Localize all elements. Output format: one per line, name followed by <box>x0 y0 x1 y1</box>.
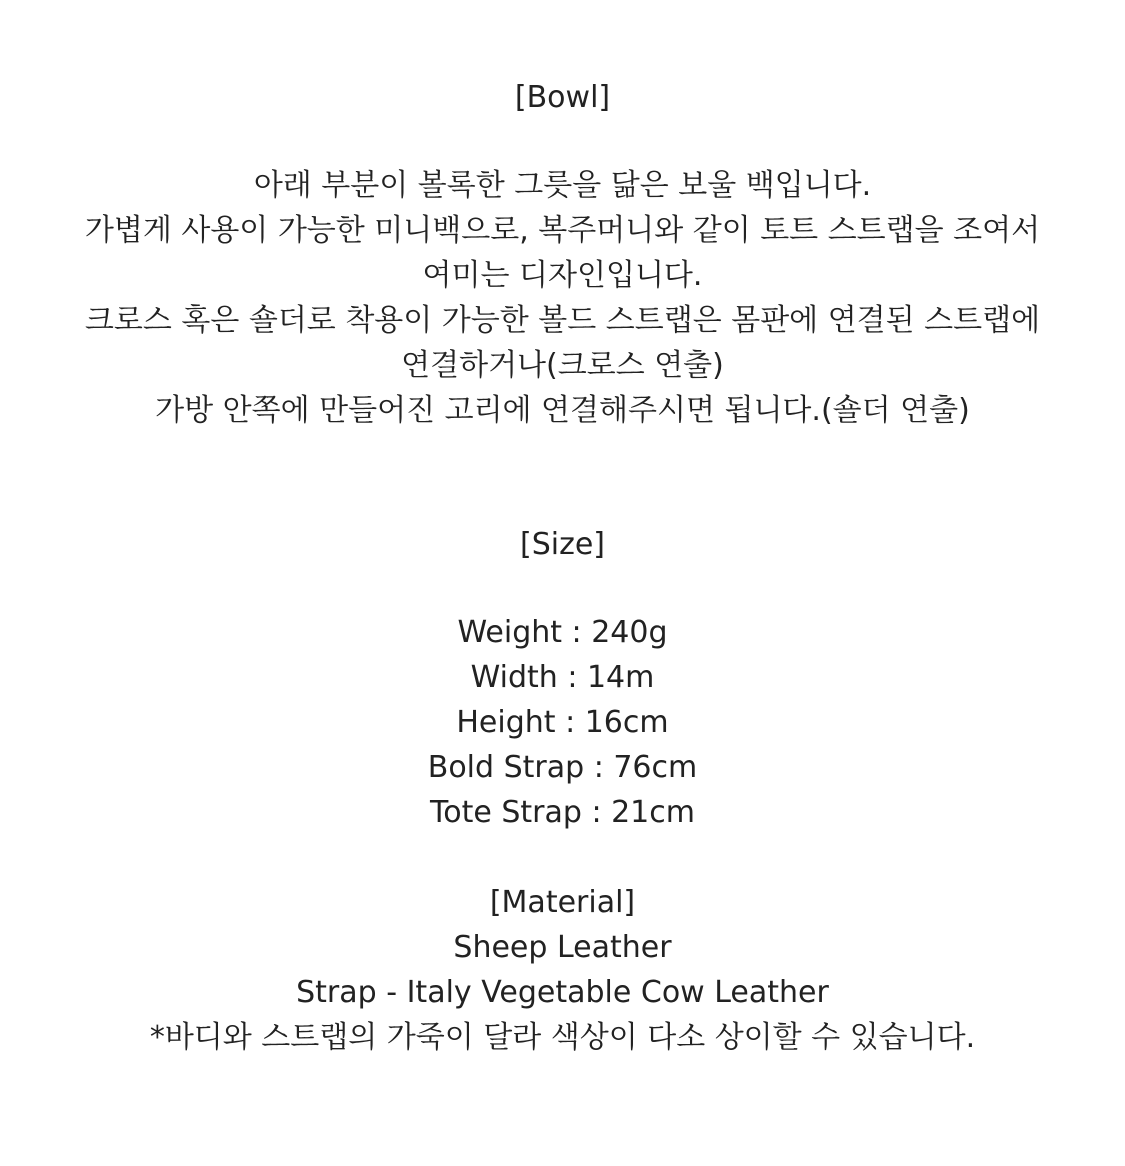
bowl-line-1: 아래 부분이 볼록한 그릇을 닮은 보울 백입니다. <box>253 168 872 203</box>
bowl-line-6: 가방 안쪽에 만들어진 고리에 연결해주시면 됩니다.(숄더 연출) <box>155 393 970 428</box>
material-note: *바디와 스트랩의 가죽이 달라 색상이 다소 상이할 수 있습니다. <box>149 1020 976 1055</box>
bowl-line-5: 연결하거나(크로스 연출) <box>401 348 724 383</box>
size-bold-strap: Bold Strap : 76cm <box>427 750 698 785</box>
bowl-line-3: 여미는 디자인입니다. <box>422 258 703 293</box>
size-heading: [Size] <box>520 527 605 562</box>
size-weight: Weight : 240g <box>457 615 668 650</box>
size-width: Width : 14m <box>470 660 655 695</box>
bowl-heading: [Bowl] <box>514 80 611 115</box>
bowl-line-2: 가볍게 사용이 가능한 미니백으로, 복주머니와 같이 토트 스트랩을 조여서 <box>84 213 1041 248</box>
size-tote-strap: Tote Strap : 21cm <box>430 795 695 830</box>
material-heading: [Material] <box>489 885 636 920</box>
material-strap: Strap - Italy Vegetable Cow Leather <box>296 975 829 1010</box>
bowl-line-4: 크로스 혹은 숄더로 착용이 가능한 볼드 스트랩은 몸판에 연결된 스트랩에 <box>84 303 1041 338</box>
material-body: Sheep Leather <box>453 930 672 965</box>
size-height: Height : 16cm <box>456 705 669 740</box>
